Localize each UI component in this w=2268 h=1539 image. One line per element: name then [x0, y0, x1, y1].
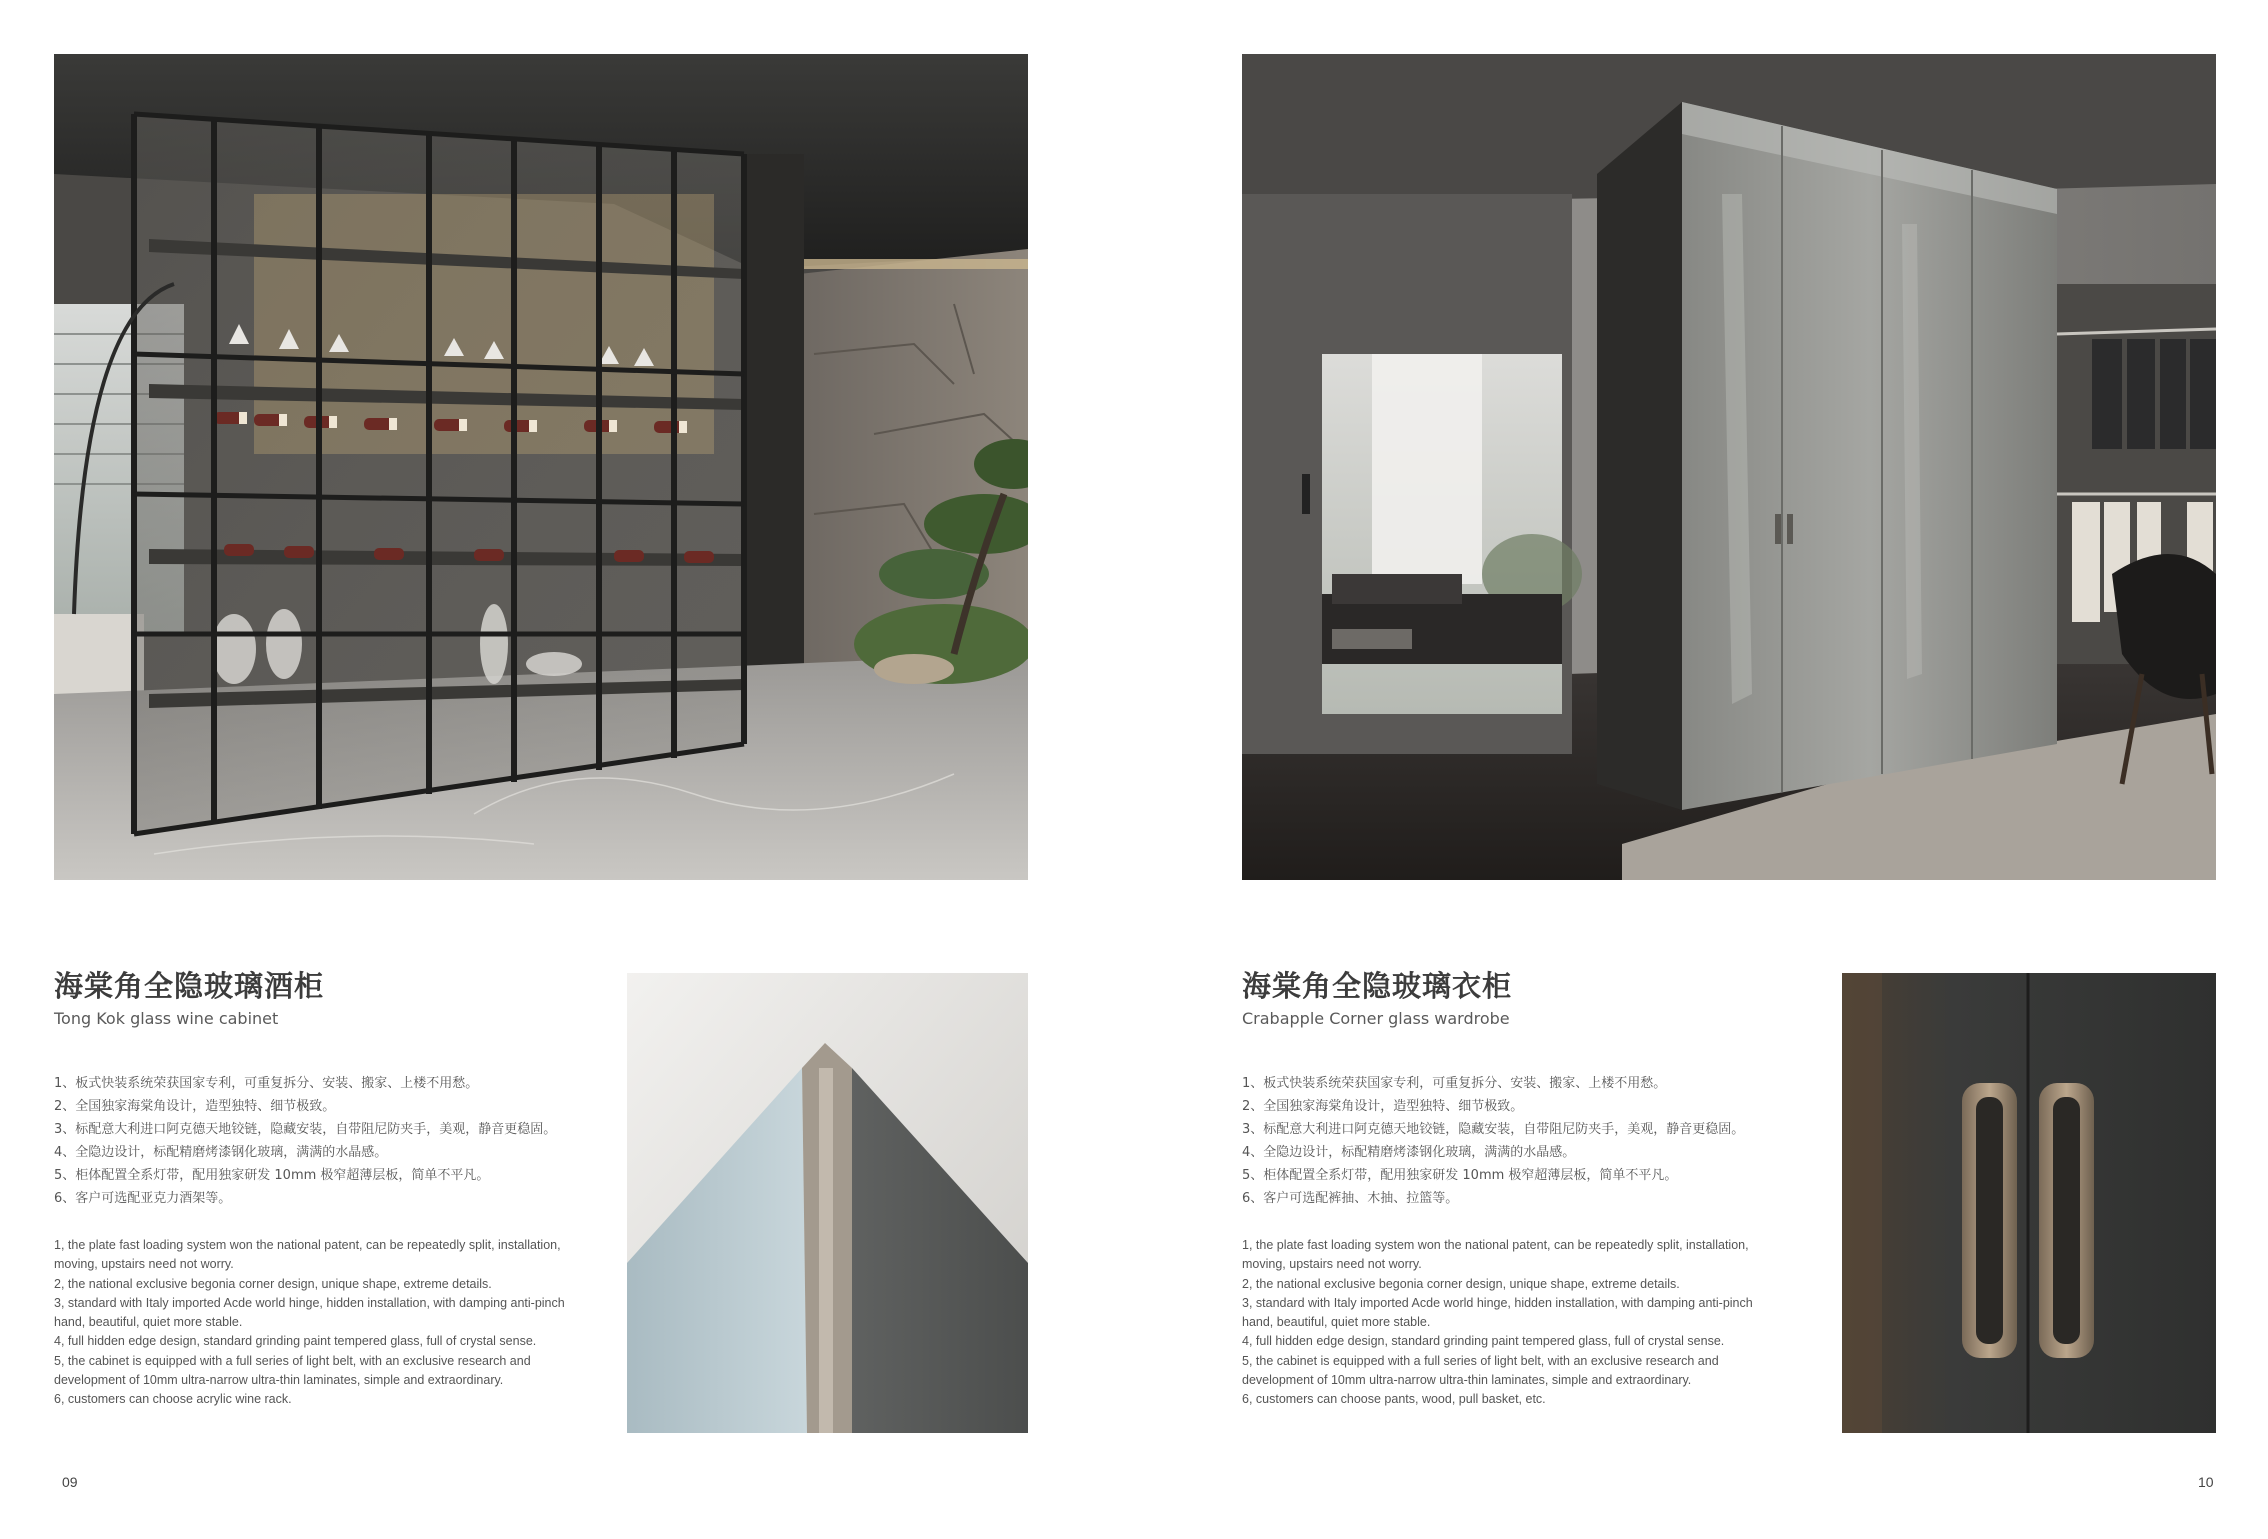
feature-cn-item: 3、标配意大利进口阿克德天地铰链，隐藏安装，自带阻尼防夹手，美观，静音更稳固。 — [54, 1122, 557, 1137]
feature-list-en — [54, 1236, 594, 1410]
wardrobe-description — [1242, 966, 1782, 1410]
glass-corner-detail-photo — [627, 973, 1028, 1433]
feature-en-item: 5, the cabinet is equipped with a full series of light belt, with an exclusive research and development of 10mm ultra-narrow ultra-thin laminates, simple and extraordinary. — [1242, 1353, 1719, 1388]
feature-en-item: 2, the national exclusive begonia corner design, unique shape, extreme details. — [54, 1276, 492, 1291]
feature-cn-item: 4、全隐边设计，标配精磨烤漆钢化玻璃，满满的水晶感。 — [54, 1145, 388, 1160]
feature-en-item: 6, customers can choose pants, wood, pull basket, etc. — [1242, 1392, 1546, 1407]
feature-cn-item: 4、全隐边设计，标配精磨烤漆钢化玻璃，满满的水晶感。 — [1242, 1145, 1576, 1160]
feature-cn-item: 5、柜体配置全系灯带，配用独家研发 10mm 极窄超薄层板，简单不平凡。 — [1242, 1168, 1678, 1183]
feature-en-item: 3, standard with Italy imported Acde world hinge, hidden installation, with damping anti-pinch hand, beautiful, quiet more stable. — [54, 1295, 565, 1330]
feature-cn-item: 3、标配意大利进口阿克德天地铰链，隐藏安装，自带阻尼防夹手，美观，静音更稳固。 — [1242, 1122, 1745, 1137]
feature-cn-item: 1、板式快装系统荣获国家专利，可重复拆分、安装、搬家、上楼不用愁。 — [54, 1076, 479, 1091]
feature-cn-item: 1、板式快装系统荣获国家专利，可重复拆分、安装、搬家、上楼不用愁。 — [1242, 1076, 1667, 1091]
feature-en-item: 3, standard with Italy imported Acde world hinge, hidden installation, with damping anti-pinch hand, beautiful, quiet more stable. — [1242, 1295, 1753, 1330]
product-title-cn: 海棠角全隐玻璃衣柜 — [1242, 969, 1513, 1003]
feature-en-item: 6, customers can choose acrylic wine rack. — [54, 1392, 292, 1407]
product-title-en: Tong Kok glass wine cabinet — [54, 1009, 279, 1028]
page-number: 09 — [62, 1474, 78, 1490]
wine-cabinet-photo — [54, 54, 1028, 880]
page-number: 10 — [2198, 1474, 2214, 1490]
feature-cn-item: 2、全国独家海棠角设计，造型独特、细节极致。 — [1242, 1099, 1524, 1114]
feature-cn-item: 6、客户可选配亚克力酒架等。 — [54, 1191, 232, 1206]
feature-en-item: 5, the cabinet is equipped with a full series of light belt, with an exclusive research and development of 10mm ultra-narrow ultra-thin laminates, simple and extraordinary. — [54, 1353, 531, 1388]
product-title-en: Crabapple Corner glass wardrobe — [1242, 1009, 1510, 1028]
feature-cn-item: 2、全国独家海棠角设计，造型独特、细节极致。 — [54, 1099, 336, 1114]
wine-cabinet-description — [54, 966, 594, 1410]
feature-list-cn — [1242, 1072, 1782, 1210]
feature-en-item: 2, the national exclusive begonia corner design, unique shape, extreme details. — [1242, 1276, 1680, 1291]
feature-en-item: 4, full hidden edge design, standard grinding paint tempered glass, full of crystal sense. — [1242, 1334, 1725, 1349]
feature-en-item: 4, full hidden edge design, standard grinding paint tempered glass, full of crystal sense. — [54, 1334, 537, 1349]
feature-cn-item: 6、客户可选配裤抽、木抽、拉篮等。 — [1242, 1191, 1459, 1206]
wardrobe-photo — [1242, 54, 2216, 880]
feature-list-en — [1242, 1236, 1782, 1410]
feature-en-item: 1, the plate fast loading system won the national patent, can be repeatedly split, installation, moving, upstairs need not worry. — [54, 1238, 561, 1272]
product-title-cn: 海棠角全隐玻璃酒柜 — [54, 969, 325, 1003]
feature-cn-item: 5、柜体配置全系灯带，配用独家研发 10mm 极窄超薄层板，简单不平凡。 — [54, 1168, 490, 1183]
wardrobe-handle-detail-photo — [1842, 973, 2216, 1433]
feature-list-cn — [54, 1072, 594, 1210]
feature-en-item: 1, the plate fast loading system won the national patent, can be repeatedly split, installation, moving, upstairs need not worry. — [1242, 1238, 1749, 1272]
